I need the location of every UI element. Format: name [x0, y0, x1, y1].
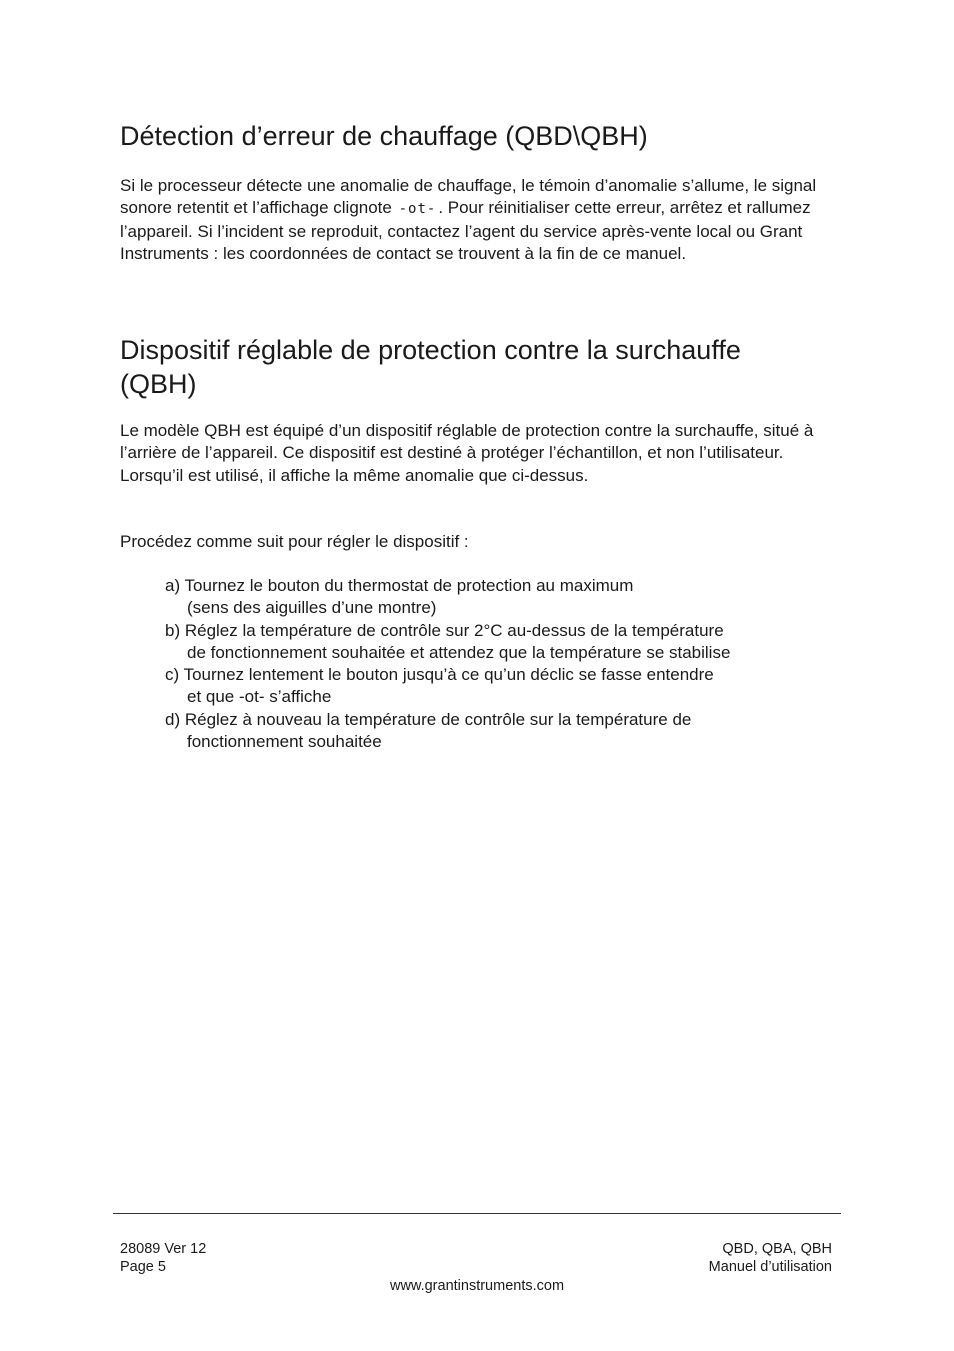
section-title-heating-error: Détection d’erreur de chauffage (QBD\QBH)	[120, 121, 648, 151]
heating-error-text-end: . Pour réinitialiser cette erreur, arrêtez et rallumez l’appareil. Si l’incident se reproduit, contactez l’agent du service après-vente local ou Grant Instruments : les coordonnées de contact se trouvent à la fin de ce manuel.	[120, 198, 811, 263]
list-item	[165, 575, 845, 620]
list-item	[165, 709, 845, 754]
heating-error-text-start: Si le processeur détecte une anomalie de chauffage, le témoin d’anomalie s’allume, le signal sonore retentit et l’affichage clignote	[120, 176, 817, 218]
procedure-steps-list	[165, 575, 845, 753]
heating-error-paragraph	[120, 175, 840, 265]
footer-models: QBD, QBA, QBH	[722, 1241, 832, 1257]
footer-manual: Manuel d’utilisation	[708, 1259, 832, 1275]
step-a-line1: a) Tournez le bouton du thermostat de protection au maximum	[165, 576, 634, 595]
section-title-line2: (QBH)	[120, 369, 197, 399]
step-c-line1: c) Tournez lentement le bouton jusqu’à ce qu’un déclic se fasse entendre	[165, 665, 714, 685]
display-code: -ot-	[398, 201, 437, 218]
section-title-overheat-protection	[120, 333, 741, 401]
step-b-line2: de fonctionnement souhaitée et attendez que la température se stabilise	[187, 642, 731, 662]
footer-doc-ref: 28089 Ver 12	[120, 1241, 207, 1257]
step-b-line1: b) Réglez la température de contrôle sur 2°C au-dessus de la température	[165, 620, 724, 640]
section-title-line1: Dispositif réglable de protection contre la surchauffe	[120, 335, 741, 365]
overheat-intro-paragraph: Le modèle QBH est équipé d’un dispositif réglable de protection contre la surchauffe, situé à l’arrière de l’appareil. Ce dispositif est destiné à protéger l’échantillon, et non l’utilisateur. Lorsqu’il est utilisé, il affiche la même anomalie que ci-dessus.	[120, 421, 814, 485]
footer-page-number: Page 5	[120, 1259, 166, 1275]
footer-website-link[interactable]: www.grantinstruments.com	[389, 1278, 565, 1294]
step-c-line2: et que -ot- s’affiche	[187, 687, 332, 707]
procedure-lead: Procédez comme suit pour régler le dispositif :	[120, 532, 469, 551]
step-d-line1: d) Réglez à nouveau la température de contrôle sur la température de	[165, 709, 692, 729]
footer-divider	[113, 1213, 841, 1214]
step-a-line2: (sens des aiguilles d’une montre)	[187, 598, 437, 618]
list-item	[165, 664, 845, 709]
list-item	[165, 620, 845, 665]
step-d-line2: fonctionnement souhaitée	[187, 732, 382, 752]
